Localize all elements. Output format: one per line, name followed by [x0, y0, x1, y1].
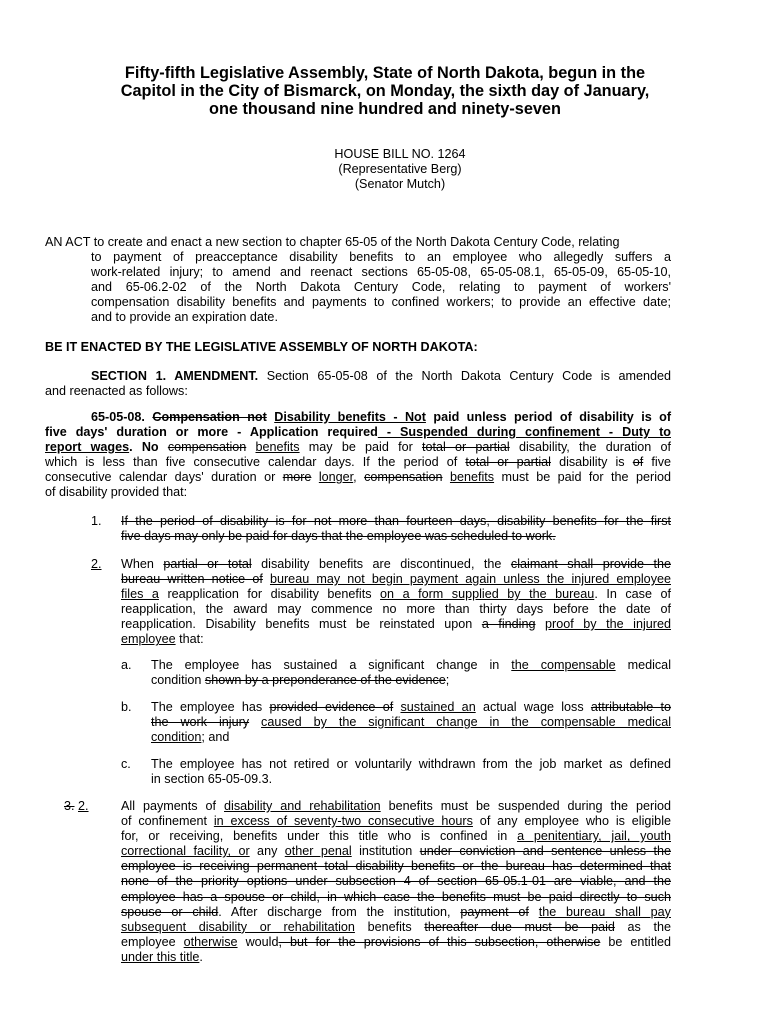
item-line: [121, 557, 671, 572]
deleted-text: compensation: [167, 440, 247, 455]
item-line: [121, 905, 671, 920]
heading-line: [45, 410, 671, 425]
item-line: reapplication, the award may commence no more than thirty days before the date of: [121, 602, 671, 617]
section-text: Section 65-05-08 of the North Dakota Century Code is amended: [258, 369, 671, 383]
heading-line: Capitol in the City of Bismarck, on Monday, the sixth day of January,: [120, 82, 650, 100]
body-text: . After discharge from the institution,: [218, 904, 461, 919]
item-2-number: [91, 557, 102, 572]
body-text: benefits: [354, 919, 425, 934]
sub-item-b: [151, 700, 671, 745]
inserted-text: caused by the significant change in the compensable medical: [261, 715, 671, 730]
body-text: five: [643, 455, 671, 470]
deleted-number: 3.: [64, 799, 75, 813]
inserted-text: otherwise: [183, 934, 238, 949]
sub-b-letter: b.: [121, 700, 132, 714]
body-text: any: [249, 844, 285, 859]
body-text: employee: [121, 934, 184, 949]
body-text: ;: [445, 673, 450, 688]
deleted-text: bureau written notice of: [121, 572, 263, 587]
deleted-text: employee is receiving permanent total disability benefits or the bureau has determined that: [121, 859, 671, 874]
deleted-text: Compensation not: [152, 410, 267, 424]
item-3-number: [64, 799, 89, 814]
body-text: medical: [615, 658, 671, 672]
item-line: [121, 632, 671, 647]
item-line: [121, 935, 671, 950]
inserted-text: report wages: [45, 440, 130, 455]
body-text: consecutive calendar days' duration or: [45, 470, 283, 485]
deleted-text: more: [282, 470, 312, 485]
deleted-text: If the period of disability is for not more than fourteen days, disability benefits for the first: [121, 514, 671, 528]
body-text: The employee has: [151, 700, 270, 714]
item-line: [121, 920, 671, 935]
section-number: 65-05-08.: [91, 410, 145, 424]
inserted-text: subsequent disability or rehabilitation: [121, 919, 355, 934]
heading-line: Fifty-fifth Legislative Assembly, State of North Dakota, begun in the: [124, 64, 646, 82]
heading-text: . No: [129, 440, 168, 455]
inserted-text: employee: [121, 632, 176, 647]
item-line: [121, 799, 671, 814]
body-text: benefits must be suspended during the period: [380, 799, 671, 813]
deleted-text: compensation: [364, 470, 443, 485]
body-text: disability, the duration of: [509, 440, 671, 455]
act-line: to payment of preacceptance disability benefits to an employee who allegedly suffers a: [91, 250, 671, 264]
inserted-text: files a: [121, 587, 159, 602]
body-line: [45, 470, 671, 485]
deleted-text: provided evidence of: [269, 700, 394, 714]
deleted-text: partial or total: [163, 557, 252, 571]
body-text: disability benefits are discontinued, the: [251, 557, 511, 571]
body-text: must be paid for the period: [494, 470, 671, 485]
inserted-number: 2.: [78, 799, 89, 813]
assembly-heading: [40, 64, 730, 118]
inserted-text: sustained an: [400, 700, 476, 714]
body-text: reapplication. Disability benefits must be reinstated upon: [121, 617, 482, 632]
body-text: .: [199, 949, 203, 964]
section-label: SECTION 1. AMENDMENT.: [91, 369, 259, 383]
sub-a-letter: a.: [121, 658, 132, 672]
item-line: [121, 844, 671, 859]
bill-number: HOUSE BILL NO. 1264: [334, 147, 466, 161]
body-text: reapplication for disability benefits: [158, 587, 381, 602]
item-line: [121, 950, 671, 965]
act-line: work-related injury; to amend and reenact sections 65-05-08, 65-05-08.1, 65-05-09, 65-05-10,: [91, 265, 671, 280]
body-text: of confinement: [121, 814, 214, 829]
deleted-text: shown by a preponderance of the evidence: [204, 673, 446, 688]
inserted-text: on a form supplied by the bureau: [380, 587, 595, 602]
act-line: and 65-06.2-02 of the North Dakota Century Code, relating to payment of workers': [91, 280, 671, 295]
body-text: be entitled: [600, 934, 672, 949]
sub-item-a: [151, 658, 671, 688]
enacting-clause: BE IT ENACTED BY THE LEGISLATIVE ASSEMBLY OF NORTH DAKOTA:: [45, 340, 478, 354]
item-1-number: 1.: [91, 514, 102, 528]
deleted-text: none of the priority options under subsection 4 of section 65-05.1-01 are viable, and the: [121, 874, 671, 889]
body-text: that:: [175, 632, 204, 647]
sub-line: [151, 673, 671, 688]
body-text: disability is: [550, 455, 633, 470]
deleted-text: total or partial: [465, 455, 551, 470]
bill-header: [250, 147, 550, 192]
deleted-text: the work injury: [151, 715, 250, 730]
heading-text: five days' duration or more - Application required: [45, 425, 378, 440]
act-line: AN ACT to create and enact a new section to chapter 65-05 of the North Dakota Century Code, relating: [45, 235, 620, 249]
inserted-text: condition: [151, 730, 202, 745]
sub-line: [151, 715, 671, 730]
section-1-line: and reenacted as follows:: [45, 384, 188, 399]
item-1: [121, 514, 671, 544]
sub-c-letter: c.: [121, 757, 131, 771]
body-text: . In case of: [594, 587, 671, 602]
item-3: [121, 799, 671, 965]
act-line: and to provide an expiration date.: [91, 310, 278, 325]
sub-item-c: [151, 757, 671, 787]
inserted-text: correctional facility, or: [121, 844, 250, 859]
bill-representative: (Representative Berg): [338, 162, 462, 176]
inserted-text: longer: [318, 470, 354, 485]
act-title: [45, 235, 671, 250]
sub-line: The employee has not retired or voluntarily withdrawn from the job market as defined: [151, 757, 671, 771]
deleted-text: payment of: [460, 904, 529, 919]
inserted-text: benefits: [449, 470, 495, 485]
body-text: ; and: [201, 730, 230, 745]
item-2: [121, 557, 671, 648]
inserted-number: 2.: [91, 557, 102, 571]
sub-line: [151, 700, 671, 715]
act-line: compensation disability benefits and payments to confined workers; to provide an effective date;: [91, 295, 671, 310]
inserted-text: a penitentiary, jail, youth: [517, 829, 671, 844]
deleted-text: spouse or child: [121, 904, 219, 919]
inserted-text: other penal: [284, 844, 352, 859]
heading-text: paid unless period of disability is of: [425, 410, 672, 424]
deleted-text: employee has a spouse or child, in which case the benefits must be paid directly to such: [121, 889, 671, 904]
body-text: institution: [351, 844, 420, 859]
inserted-text: proof by the injured: [545, 617, 671, 632]
body-text: ,: [353, 470, 365, 485]
deleted-text: a finding: [481, 617, 536, 632]
inserted-text: the bureau shall pay: [538, 904, 671, 919]
body-text: would: [237, 934, 279, 949]
body-line: [45, 440, 671, 455]
item-line: [121, 587, 671, 602]
item-line: [121, 814, 671, 829]
act-title-continued: [91, 250, 671, 325]
deleted-text: , but for the provisions of this subsection, otherwise: [278, 934, 601, 949]
deleted-text: five days may only be paid for days that the employee was scheduled to work.: [121, 529, 556, 544]
bill-senator: (Senator Mutch): [354, 177, 446, 191]
heading-line: [45, 425, 671, 440]
inserted-text: benefits: [255, 440, 300, 455]
inserted-text: the compensable: [511, 658, 616, 672]
deleted-text: claimant shall provide the: [510, 557, 671, 571]
inserted-text: bureau may not begin payment again unless the injured employee: [269, 572, 671, 587]
body-text: condition: [151, 673, 205, 688]
section-65-05-08: [45, 410, 671, 501]
body-text: The employee has sustained a significant change in: [151, 658, 512, 672]
body-line: [45, 455, 671, 470]
inserted-text: disability and rehabilitation: [224, 799, 381, 813]
deleted-text: total or partial: [421, 440, 510, 455]
deleted-text: thereafter due must be paid: [424, 919, 615, 934]
heading-line: one thousand nine hundred and ninety-seven: [209, 100, 561, 118]
body-text: of any employee who is eligible: [472, 814, 671, 829]
body-text: as the: [614, 919, 671, 934]
body-text: which is less than five consecutive calendar days. If the period of: [45, 455, 466, 470]
deleted-text: under conviction and sentence unless the: [419, 844, 671, 859]
body-text: may be paid for: [299, 440, 422, 455]
deleted-text: attributable to: [590, 700, 672, 714]
deleted-text: of: [632, 455, 644, 470]
body-text: All payments of: [121, 799, 225, 813]
inserted-text: Disability benefits - Not: [274, 410, 426, 424]
body-text: for, or receiving, benefits under this title who is confined in: [121, 829, 518, 844]
body-text: actual wage loss: [475, 700, 591, 714]
item-line: [121, 572, 671, 587]
body-text: When: [121, 557, 164, 571]
item-line: [121, 617, 671, 632]
item-line: [121, 829, 671, 844]
inserted-text: in excess of seventy-two consecutive hours: [213, 814, 473, 829]
inserted-text: under this title: [121, 949, 200, 964]
sub-line: in section 65-05-09.3.: [151, 772, 273, 787]
section-1: [45, 369, 671, 399]
sub-line: [151, 730, 671, 745]
inserted-text: - Suspended during confinement - Duty to: [377, 425, 671, 440]
section-1-line: [45, 369, 671, 384]
body-line: of disability provided that:: [45, 485, 188, 500]
sub-line: [151, 658, 671, 673]
